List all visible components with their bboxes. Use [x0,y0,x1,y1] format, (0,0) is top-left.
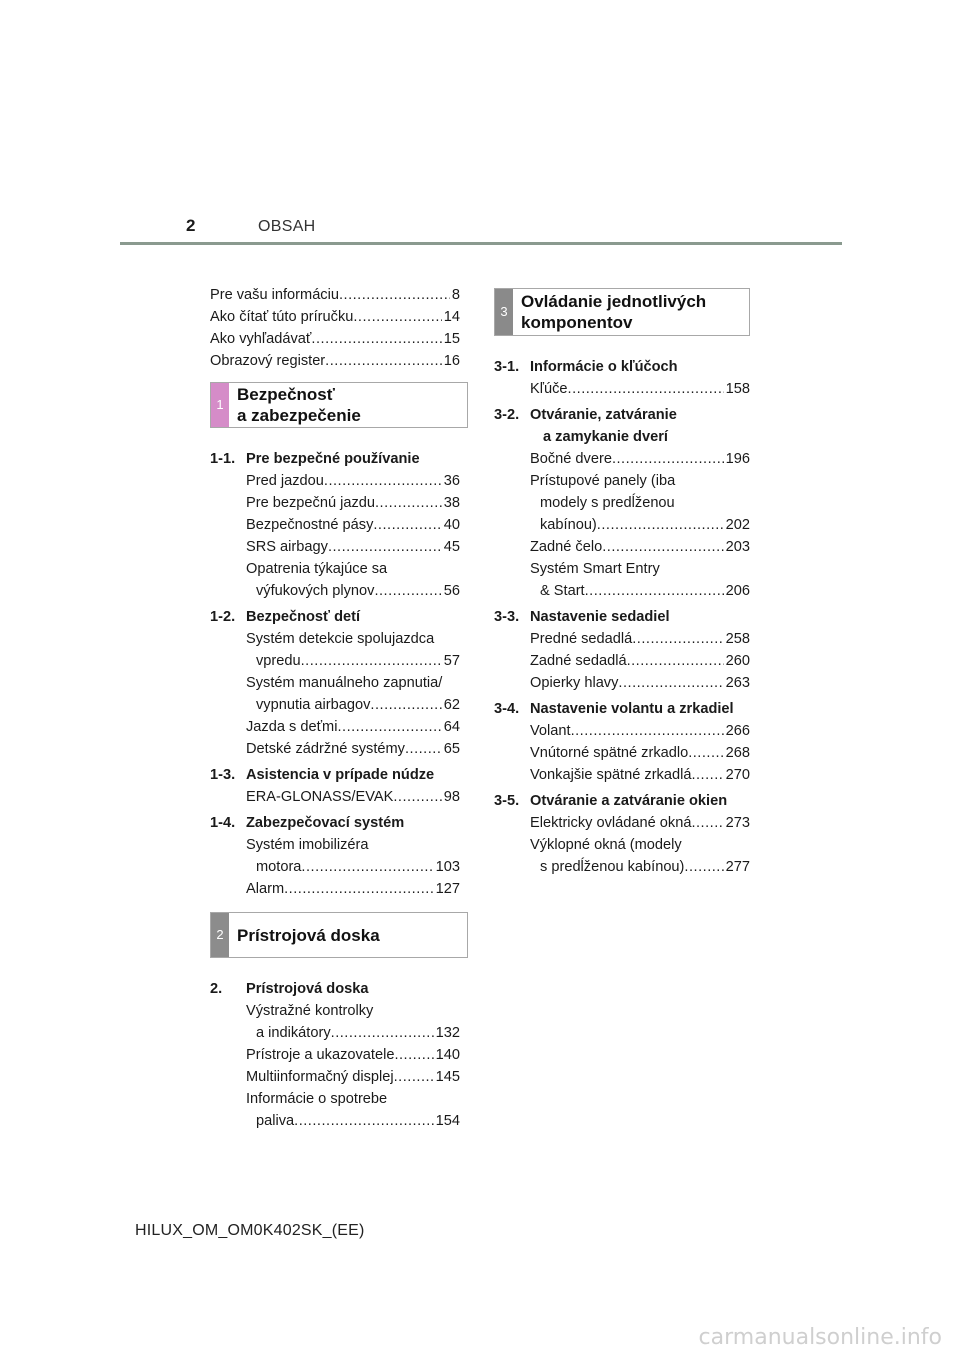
toc-entry[interactable]: Výklopné okná (modely s predĺženou kabínou) ..... 277 [530,834,750,878]
section-3-3 [494,606,750,694]
toc-left-column [210,284,460,1132]
chapter-3-number: 3 [495,289,513,335]
toc-entry[interactable]: Prístroje a ukazovatele ..... 140 [246,1044,460,1066]
chapter-3-title: Ovládanie jednotlivých komponentov [521,292,707,332]
document-id: HILUX_OM_OM0K402SK_(EE) [135,1222,365,1239]
toc-entry[interactable]: Predné sedadlá ..... 258 [530,628,750,650]
section-3-2 [494,404,750,602]
section-2 [210,978,460,1132]
section-3-5 [494,790,750,878]
toc-right-column [494,288,750,878]
toc-entry[interactable]: Jazda s deťmi ..... 64 [246,716,460,738]
toc-entry[interactable]: Bezpečnostné pásy ..... 40 [246,514,460,536]
toc-entry-how-to-search[interactable]: Ako vyhľadávať ..... 15 [210,328,460,350]
section-heading[interactable]: 1-3. Asistencia v prípade núdze [210,767,435,783]
toc-entry-how-to-read[interactable]: Ako čítať túto príručku ..... 14 [210,306,460,328]
header-rule [120,242,842,245]
page-number: 2 [186,216,196,235]
watermark: carmanualsonline.info [698,1325,942,1350]
section-heading[interactable]: 3-2. Otváranie, zatváranie a zamykanie dverí [494,407,677,445]
toc-entry[interactable]: ERA-GLONASS/EVAK ..... 98 [246,786,460,808]
section-1-3 [210,764,460,808]
section-3-4 [494,698,750,786]
chapter-2-title: Prístrojová doska [237,925,380,945]
section-heading[interactable]: 3-1. Informácie o kľúčoch [494,359,678,375]
toc-entry[interactable]: Systém manuálneho zapnutia/ vypnutia airbagov ..... 62 [246,672,460,716]
chapter-1-number: 1 [211,383,229,427]
toc-entry[interactable]: Detské zádržné systémy ..... 65 [246,738,460,760]
section-3-1 [494,356,750,400]
toc-entry[interactable]: Alarm ..... 127 [246,878,460,900]
chapter-2-number: 2 [211,913,229,957]
toc-entry[interactable]: Vnútorné spätné zrkadlo ..... 268 [530,742,750,764]
toc-entry[interactable]: Systém detekcie spolujazdca vpredu ..... 57 [246,628,460,672]
toc-entry[interactable]: Opatrenia týkajúce sa výfukových plynov ..... 56 [246,558,460,602]
toc-entry[interactable]: Vonkajšie spätné zrkadlá ..... 270 [530,764,750,786]
toc-entry[interactable]: Výstražné kontrolky a indikátory ..... 132 [246,1000,460,1044]
toc-entry[interactable]: Systém Smart Entry & Start ..... 206 [530,558,750,602]
section-heading[interactable]: 2. Prístrojová doska [210,981,369,997]
section-1-2 [210,606,460,760]
toc-entry[interactable]: Zadné sedadlá ..... 260 [530,650,750,672]
toc-entry[interactable]: Kľúče ..... 158 [530,378,750,400]
toc-entry[interactable]: Prístupové panely (iba modely s predĺženou kabínou) ..... 202 [530,470,750,536]
section-1-4 [210,812,460,900]
chapter-1-title: Bezpečnosť a zabezpečenie [237,385,361,425]
toc-entry[interactable]: Informácie o spotrebe paliva ..... 154 [246,1088,460,1132]
chapter-1-heading[interactable] [210,382,468,428]
toc-entry[interactable]: Pre bezpečnú jazdu ..... 38 [246,492,460,514]
chapter-2-heading[interactable] [210,912,468,958]
toc-entry-picture-index[interactable]: Obrazový register ..... 16 [210,350,460,372]
toc-entry[interactable]: Multiinformačný displej ..... 145 [246,1066,460,1088]
toc-entry-info[interactable]: Pre vašu informáciu ..... 8 [210,284,460,306]
section-heading[interactable]: 3-4. Nastavenie volantu a zrkadiel [494,701,734,717]
section-1-1 [210,448,460,602]
toc-entry[interactable]: Systém imobilizéra motora ..... 103 [246,834,460,878]
section-heading[interactable]: 1-2. Bezpečnosť detí [210,609,361,625]
toc-entry[interactable]: Volant ..... 266 [530,720,750,742]
section-heading[interactable]: 3-3. Nastavenie sedadiel [494,609,670,625]
toc-entry[interactable]: Zadné čelo ..... 203 [530,536,750,558]
toc-entry[interactable]: Opierky hlavy ..... 263 [530,672,750,694]
toc-entry[interactable]: Elektricky ovládané okná ..... 273 [530,812,750,834]
page-title: OBSAH [258,218,316,235]
front-matter-list [210,284,460,372]
section-heading[interactable]: 1-4. Zabezpečovací systém [210,815,405,831]
section-heading[interactable]: 3-5. Otváranie a zatváranie okien [494,793,728,809]
chapter-3-heading[interactable] [494,288,750,336]
toc-entry[interactable]: Pred jazdou ..... 36 [246,470,460,492]
section-heading[interactable]: 1-1. Pre bezpečné používanie [210,451,420,467]
toc-entry[interactable]: Bočné dvere ..... 196 [530,448,750,470]
toc-entry[interactable]: SRS airbagy ..... 45 [246,536,460,558]
